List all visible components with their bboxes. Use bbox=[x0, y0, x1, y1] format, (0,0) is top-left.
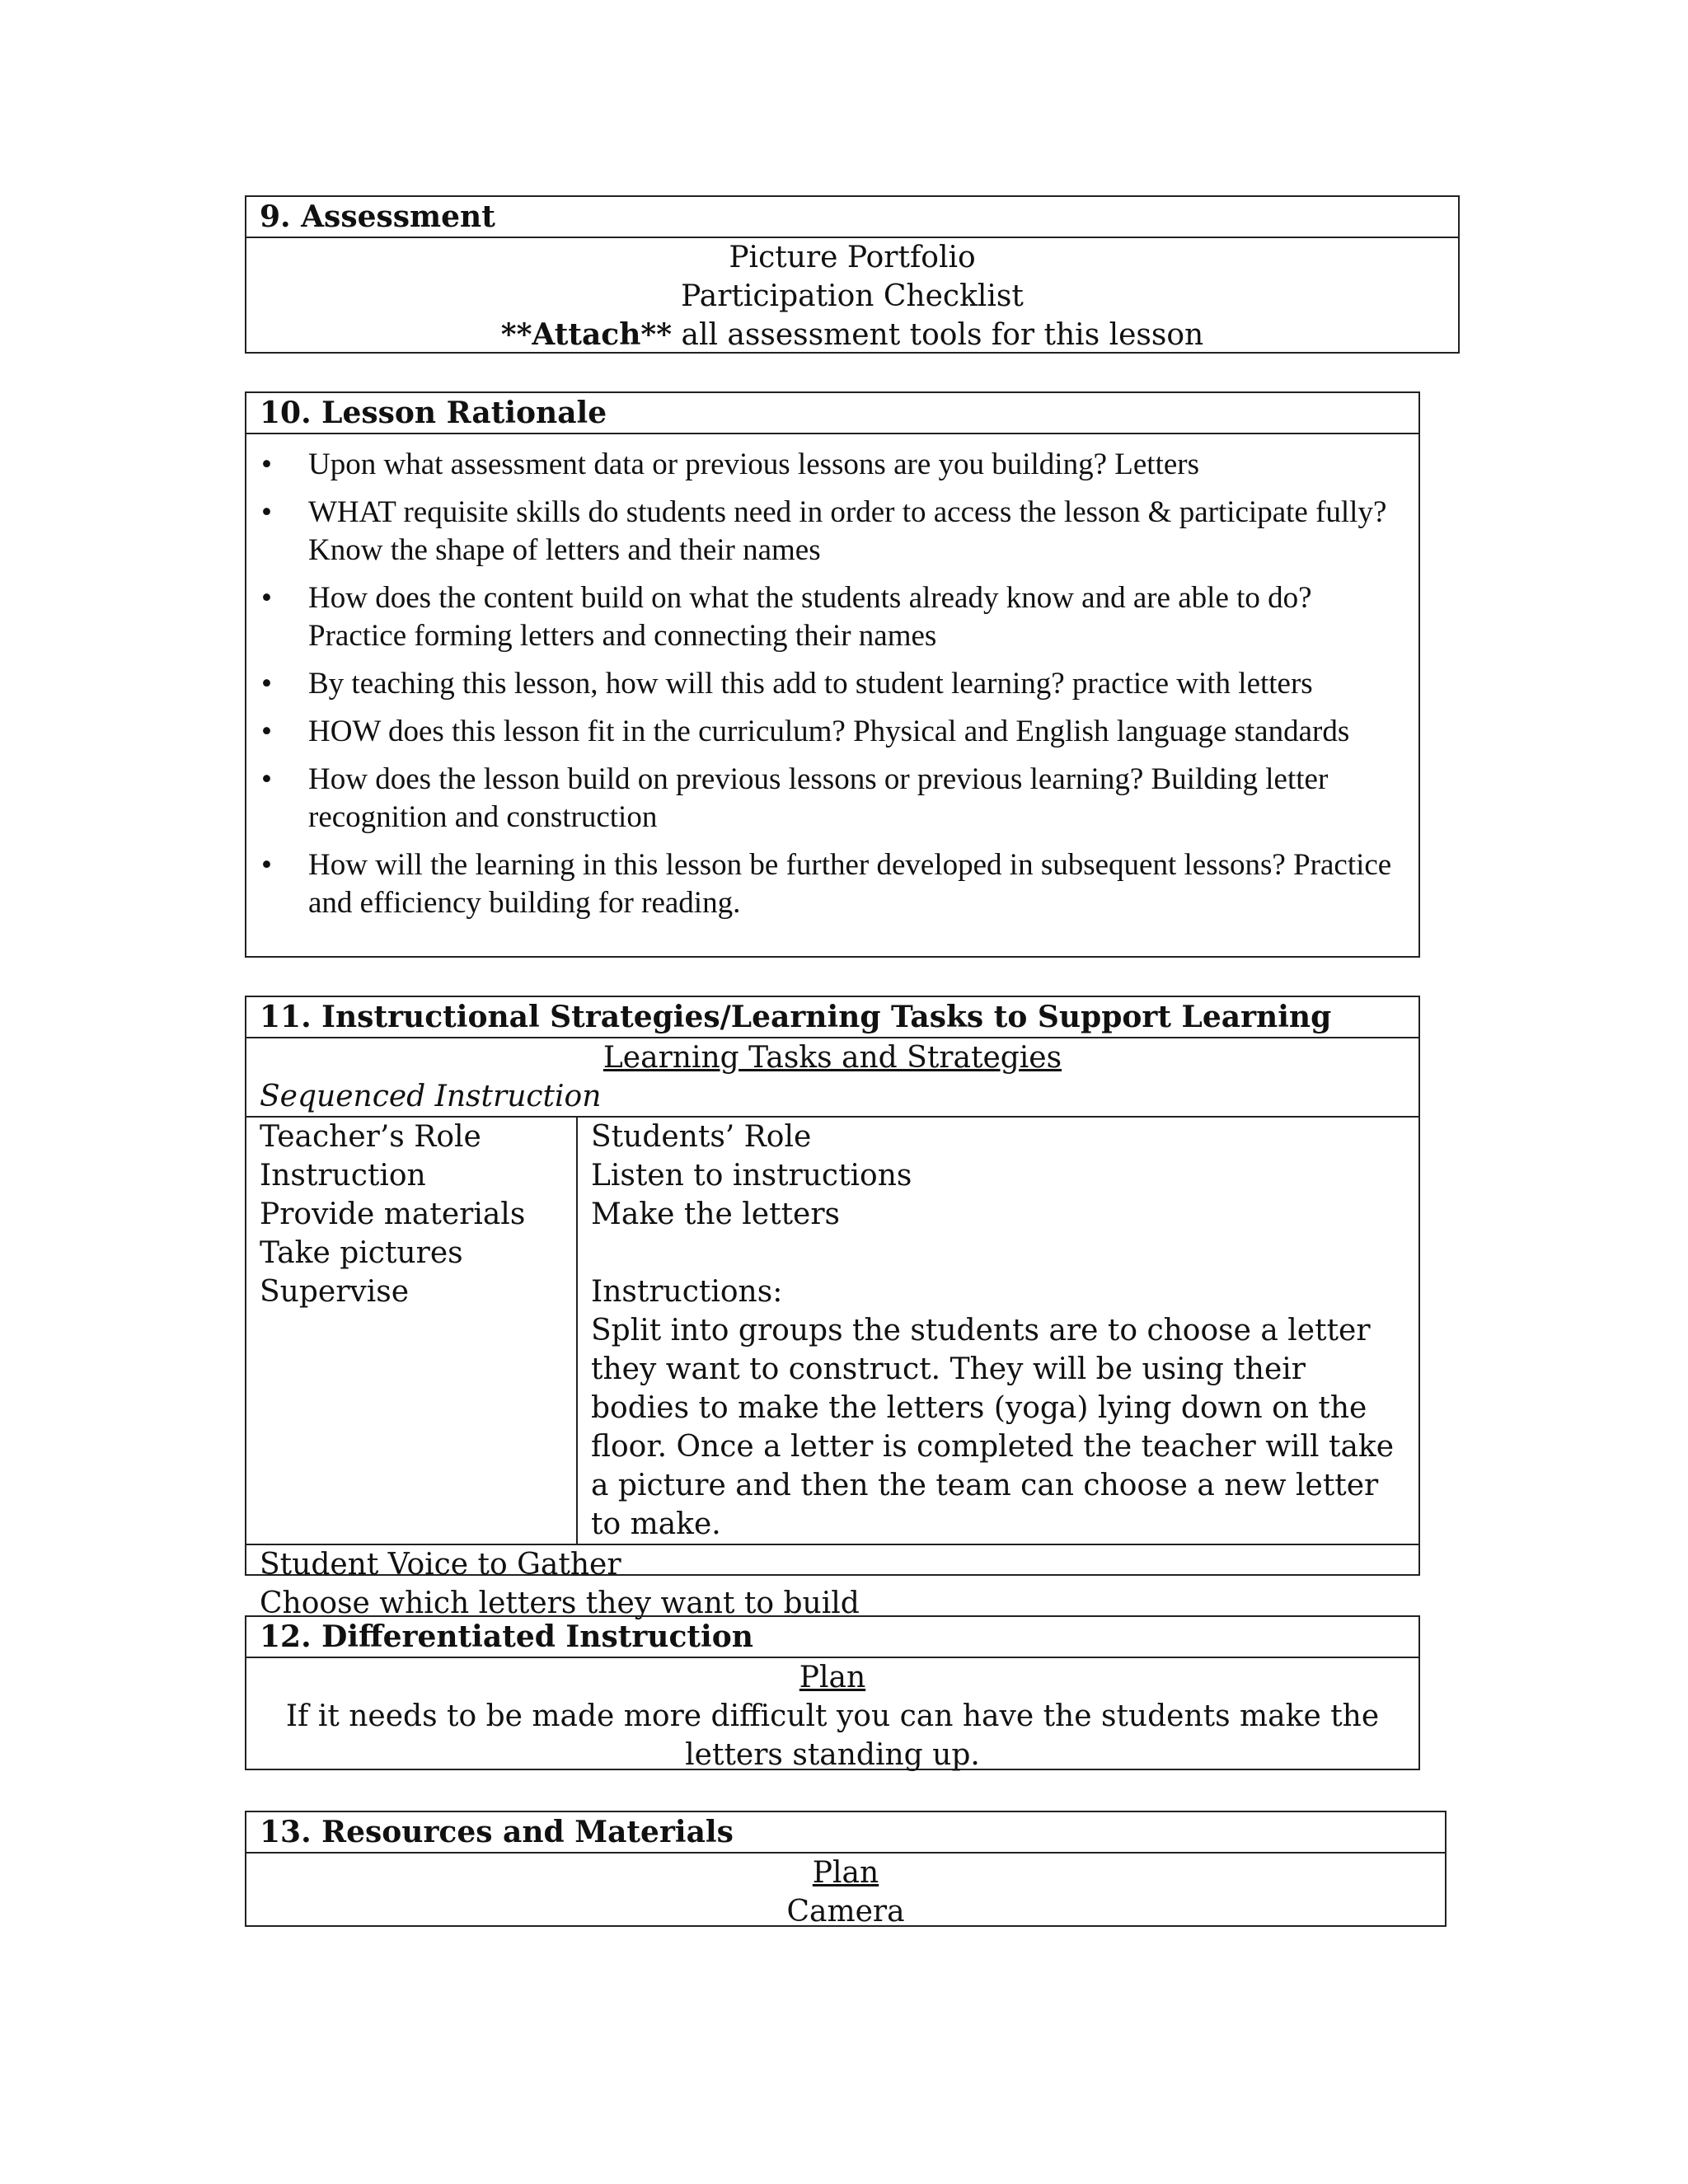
list-item: • Upon what assessment data or previous lessons are you building? Letters bbox=[260, 446, 1405, 484]
assessment-line-checklist: Participation Checklist bbox=[681, 279, 1024, 313]
attach-text: all assessment tools for this lesson bbox=[672, 318, 1204, 352]
differentiated-plan-text: If it needs to be made more difficult you can have the students make the letters standing up. bbox=[285, 1699, 1380, 1772]
assessment-attach-note bbox=[246, 316, 1458, 354]
sequenced-instruction-label: Sequenced Instruction bbox=[260, 1080, 602, 1113]
student-voice-text: Choose which letters they want to build bbox=[260, 1586, 860, 1620]
instructions-text: Split into groups the students are to choose a letter they want to construct. They will be using their bodies to make the letters (yoga) lying down on the floor. Once a letter is completed the teacher will take a picture and then the team can choose a new letter to make. bbox=[591, 1314, 1395, 1541]
differentiated-plan-label: Plan bbox=[799, 1661, 866, 1694]
bullet-icon: • bbox=[261, 848, 272, 882]
bullet-icon: • bbox=[261, 448, 272, 481]
student-role-item: Make the letters bbox=[591, 1197, 841, 1231]
assessment-line-portfolio: Picture Portfolio bbox=[729, 241, 976, 274]
student-voice-label: Student Voice to Gather bbox=[260, 1548, 621, 1582]
rationale-section bbox=[245, 391, 1420, 958]
list-item: • How does the content build on what the students already know and are able to do? Practice forming letters and connecting their names bbox=[261, 581, 1312, 653]
bullet-icon: • bbox=[261, 715, 272, 748]
student-role-header: Students’ Role bbox=[591, 1120, 812, 1154]
teacher-role-item: Supervise bbox=[260, 1275, 410, 1309]
resources-section bbox=[245, 1811, 1447, 1927]
instructional-heading: 11. Instructional Strategies/Learning Tasks to Support Learning bbox=[246, 997, 1418, 1038]
student-role-item: Listen to instructions bbox=[591, 1159, 912, 1193]
teacher-role-item: Provide materials bbox=[260, 1197, 526, 1231]
list-item: • HOW does this lesson fit in the curriculum? Physical and English language standards bbox=[260, 713, 1405, 751]
differentiated-section bbox=[245, 1615, 1420, 1770]
learning-tasks-subheading: Learning Tasks and Strategies bbox=[603, 1041, 1062, 1075]
differentiated-heading: 12. Differentiated Instruction bbox=[246, 1617, 1418, 1658]
bullet-icon: • bbox=[261, 495, 272, 529]
student-role-column bbox=[578, 1118, 1418, 1544]
rationale-heading: 10. Lesson Rationale bbox=[246, 393, 1418, 434]
resources-plan-label: Plan bbox=[812, 1856, 879, 1890]
assessment-section bbox=[245, 195, 1460, 354]
bullet-icon: • bbox=[261, 581, 272, 615]
list-item: • By teaching this lesson, how will this add to student learning? practice with letters bbox=[260, 665, 1405, 703]
teacher-role-item: Take pictures bbox=[260, 1236, 463, 1270]
list-item: • How does the lesson build on previous lessons or previous learning? Building letter recognition and construction bbox=[261, 762, 1329, 834]
list-item: • How will the learning in this lesson be further developed in subsequent lessons? Practice and efficiency building for reading. bbox=[261, 848, 1392, 920]
assessment-heading: 9. Assessment bbox=[246, 197, 1458, 238]
bullet-icon: • bbox=[261, 667, 272, 701]
rationale-list bbox=[246, 434, 1418, 922]
attach-emphasis: **Attach** bbox=[500, 317, 673, 352]
bullet-icon: • bbox=[261, 762, 272, 796]
teacher-role-header: Teacher’s Role bbox=[260, 1120, 481, 1154]
instructional-section bbox=[245, 996, 1420, 1620]
teacher-role-item: Instruction bbox=[260, 1159, 426, 1193]
roles-table bbox=[246, 1116, 1418, 1545]
list-item: • WHAT requisite skills do students need in order to access the lesson & participate fully? Know the shape of letters and their names bbox=[261, 495, 1387, 567]
instructions-label: Instructions: bbox=[591, 1275, 783, 1309]
resources-item-camera: Camera bbox=[786, 1895, 905, 1929]
resources-heading: 13. Resources and Materials bbox=[246, 1812, 1445, 1854]
teacher-role-column bbox=[246, 1118, 578, 1544]
